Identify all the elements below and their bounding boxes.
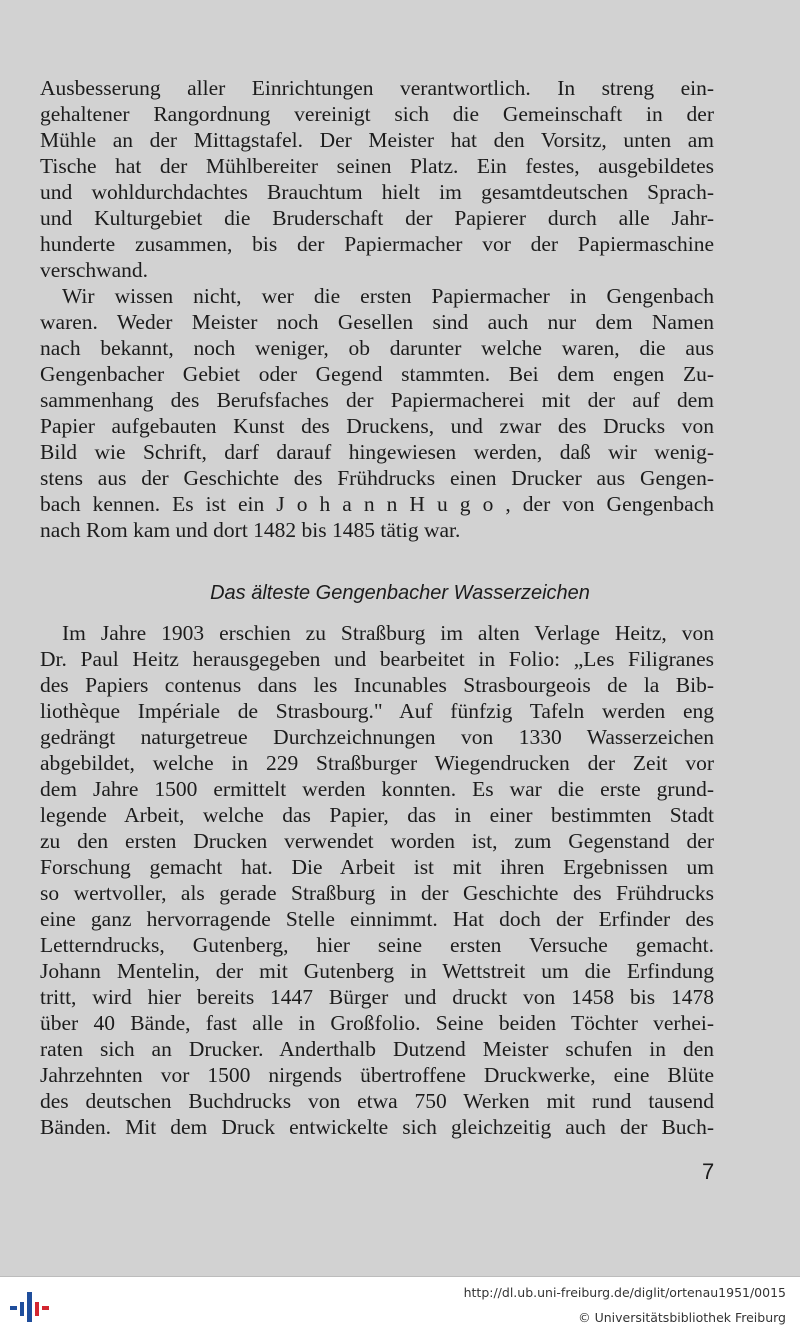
text-line: des deutschen Buchdrucks von etwa 750 Werken mit rund tausend xyxy=(40,1089,714,1113)
text-line: Wir wissen nicht, wer die ersten Papiermacher in Gengenbach xyxy=(62,284,714,308)
text-line: Ausbesserung aller Einrichtungen verantwortlich. In streng ein- xyxy=(40,76,714,100)
text-line: bach kennen. Es ist ein J o h a n n H u g o , der von Gengenbach xyxy=(40,492,714,516)
text-line: Tische hat der Mühlbereiter seinen Platz. Ein festes, ausgebildetes xyxy=(40,154,714,178)
text-line: und Kulturgebiet die Bruderschaft der Papierer durch alle Jahr- xyxy=(40,206,714,230)
text-line: Johann Mentelin, der mit Gutenberg in Wettstreit um die Erfindung xyxy=(40,959,714,983)
copyright-text: © Universitätsbibliothek Freiburg xyxy=(578,1310,786,1325)
text-line: tritt, wird hier bereits 1447 Bürger und druckt von 1458 bis 1478 xyxy=(40,985,714,1009)
text-line: hunderte zusammen, bis der Papiermacher vor der Papiermaschine xyxy=(40,232,714,256)
text-line: raten sich an Drucker. Anderthalb Dutzend Meister schufen in den xyxy=(40,1037,714,1061)
text-line: Bänden. Mit dem Druck entwickelte sich gleichzeitig auch der Buch- xyxy=(40,1115,714,1139)
text-line: dem Jahre 1500 ermittelt werden konnten. Es war die erste grund- xyxy=(40,777,714,801)
text-line: Forschung gemacht hat. Die Arbeit ist mit ihren Ergebnissen um xyxy=(40,855,714,879)
text-line: Im Jahre 1903 erschien zu Straßburg im alten Verlage Heitz, von xyxy=(62,621,714,645)
text-line: legende Arbeit, welche das Papier, das in einer bestimmten Stadt xyxy=(40,803,714,827)
text-line: Letterndrucks, Gutenberg, hier seine ersten Versuche gemacht. xyxy=(40,933,714,957)
text-line: zu den ersten Drucken verwendet worden ist, zum Gegenstand der xyxy=(40,829,714,853)
text-line: waren. Weder Meister noch Gesellen sind auch nur dem Namen xyxy=(40,310,714,334)
library-logo-icon xyxy=(10,1289,50,1329)
text-line: Mühle an der Mittagstafel. Der Meister hat den Vorsitz, unten am xyxy=(40,128,714,152)
text-line: abgebildet, welche in 229 Straßburger Wiegendrucken der Zeit vor xyxy=(40,751,714,775)
text-line: gehaltener Rangordnung vereinigt sich die Gemeinschaft in der xyxy=(40,102,714,126)
page-number: 7 xyxy=(702,1159,715,1184)
text-line: Bild wie Schrift, darf darauf hingewiesen werden, daß wir wenig- xyxy=(40,440,714,464)
text-line: und wohldurchdachtes Brauchtum hielt im gesamtdeutschen Sprach- xyxy=(40,180,714,204)
text-line: verschwand. xyxy=(40,258,149,282)
text-line: gedrängt naturgetreue Durchzeichnungen von 1330 Wasserzeichen xyxy=(40,725,714,749)
text-line: liothèque Impériale de Strasbourg." Auf fünfzig Tafeln werden eng xyxy=(40,699,714,723)
text-line: eine ganz hervorragende Stelle einnimmt. Hat doch der Erfinder des xyxy=(40,907,714,931)
text-line: Papier aufgebauten Kunst des Druckens, und zwar des Drucks von xyxy=(40,414,714,438)
text-line: nach bekannt, noch weniger, ob darunter welche waren, die aus xyxy=(40,336,714,360)
text-line: so wertvoller, als gerade Straßburg in der Geschichte des Frühdrucks xyxy=(40,881,714,905)
section-heading: Das älteste Gengenbacher Wasserzeichen xyxy=(210,582,590,604)
text-line: Gengenbacher Gebiet oder Gegend stammten. Bei dem engen Zu- xyxy=(40,362,714,386)
text-line: sammenhang des Berufsfaches der Papiermacherei mit der auf dem xyxy=(40,388,714,412)
text-line: stens aus der Geschichte des Frühdrucks einen Drucker aus Gengen- xyxy=(40,466,714,490)
footer-bar xyxy=(0,1276,800,1337)
text-line: nach Rom kam und dort 1482 bis 1485 tätig war. xyxy=(40,518,461,542)
text-line: Dr. Paul Heitz herausgegeben und bearbeitet in Folio: „Les Filigranes xyxy=(40,647,714,671)
text-line: über 40 Bände, fast alle in Großfolio. Seine beiden Töchter verhei- xyxy=(40,1011,714,1035)
text-line: Jahrzehnten vor 1500 nirgends übertroffene Druckwerke, eine Blüte xyxy=(40,1063,714,1087)
source-url-link[interactable]: http://dl.ub.uni-freiburg.de/diglit/ortenau1951/0015 xyxy=(463,1285,786,1300)
text-line: des Papiers contenus dans les Incunables Strasbourgeois de la Bib- xyxy=(40,673,714,697)
